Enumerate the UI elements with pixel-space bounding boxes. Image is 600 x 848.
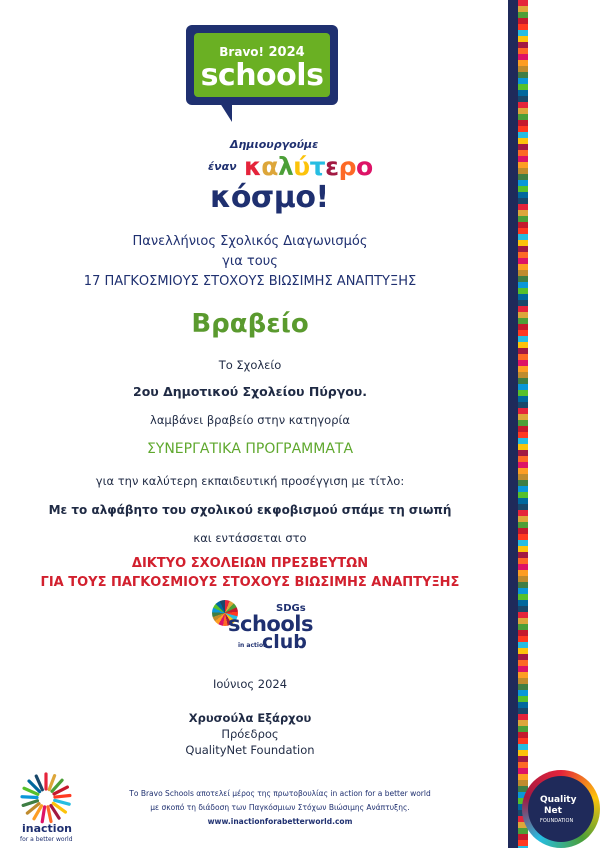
sdg-logo-bottom: club: [262, 631, 307, 653]
qualitynet-line3: FOUNDATION: [540, 818, 574, 824]
signatory-name: Χρυσούλα Εξάρχου: [188, 711, 312, 725]
approach-intro: για την καλύτερη εκπαιδευτική προσέγγιση με τίτλο:: [95, 474, 405, 488]
signatory-org: QualityNet Foundation: [185, 743, 315, 757]
date: Ιούνιος 2024: [212, 677, 288, 691]
footer-line2: με σκοπό τη διάδοση των Παγκόσμιων Στόχων Βιώσιμης Ανάπτυξης.: [150, 803, 410, 812]
school-label: Το Σχολείο: [218, 358, 282, 372]
category-intro: λαμβάνει βραβείο στην κατηγορία: [150, 413, 350, 427]
footer-url[interactable]: www.inactionforabetterworld.com: [207, 817, 353, 826]
intro-line3: 17 ΠΑΓΚΟΣΜΙΟΥΣ ΣΤΟΧΟΥΣ ΒΙΩΣΙΜΗΣ ΑΝΑΠΤΥΞΗΣ: [83, 274, 417, 289]
logo-bubble-tail: [218, 100, 232, 122]
inaction-burst-icon: [18, 768, 74, 828]
project-title: Με το αλφάβητο του σχολικού εκφοβισμού σπάμε τη σιωπή: [48, 503, 452, 517]
qualitynet-line2: Net: [544, 806, 562, 816]
logo-year: 2024: [268, 45, 305, 60]
school-name: 2ου Δημοτικού Σχολείου Πύργου.: [133, 384, 367, 399]
signatory-role: Πρόεδρος: [221, 727, 279, 741]
category: ΣΥΝΕΡΓΑΤΙΚΑ ΠΡΟΓΡΑΜΜΑΤΑ: [146, 441, 354, 457]
footer-line1: Το Bravo Schools αποτελεί μέρος της πρωτοβουλίας in action for a better world: [129, 789, 431, 798]
intro-line1: Πανελλήνιος Σχολικός Διαγωνισμός: [132, 234, 368, 249]
logo-bravo: Bravo!: [219, 45, 264, 59]
inaction-logo-sub: for a better world: [20, 836, 73, 843]
bravo-schools-logo: [186, 25, 338, 105]
tagline-line1: Δημιουργούμε: [230, 138, 319, 151]
logo-inner: [194, 33, 330, 97]
tagline-line3: κόσμο!: [210, 180, 329, 215]
tagline-prefix: έναν: [208, 160, 237, 173]
network-intro: και εντάσσεται στο: [193, 531, 307, 545]
sdg-color-stripe: [518, 0, 528, 848]
sdg-logo-top: SDGs: [276, 603, 306, 614]
sdg-logo-small: in action: [238, 642, 268, 649]
intro-line2: για τους: [222, 254, 278, 269]
inaction-logo-text: inaction: [22, 822, 72, 835]
logo-schools: schools: [200, 58, 324, 93]
sdg-logo-middle: schools: [228, 612, 313, 636]
navy-stripe: [508, 0, 518, 848]
network-line2: ΓΙΑ ΤΟΥΣ ΠΑΓΚΟΣΜΙΟΥΣ ΣΤΟΧΟΥΣ ΒΙΩΣΙΜΗΣ ΑΝΑΠΤΥΞΗΣ: [40, 575, 460, 590]
award-title: Βραβείο: [191, 309, 309, 339]
network-line1: ΔΙΚΤΥΟ ΣΧΟΛΕΙΩΝ ΠΡΕΣΒΕΥΤΩΝ: [131, 556, 369, 571]
qualitynet-line1: Quality: [540, 795, 577, 805]
tagline-word: καλύτερο: [244, 152, 373, 181]
